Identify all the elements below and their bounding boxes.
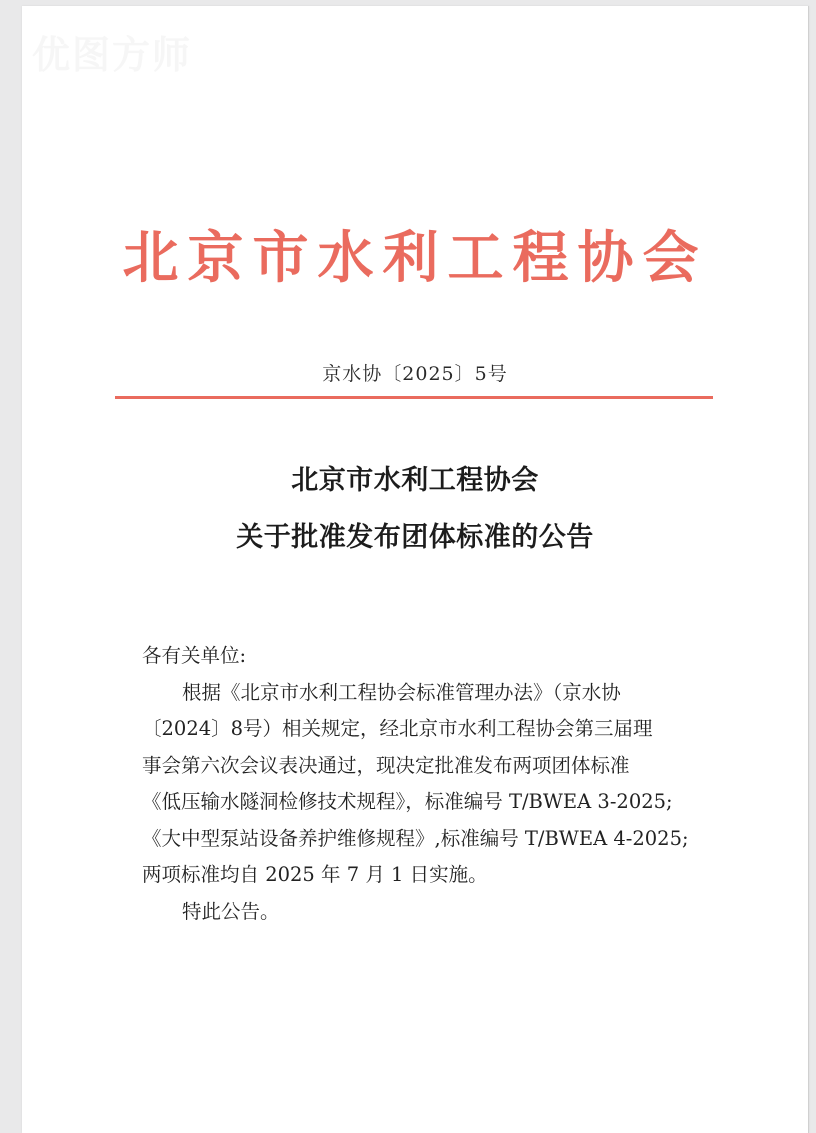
- paragraph-line: 根据《北京市水利工程协会标准管理办法》（京水协: [182, 680, 621, 704]
- paragraph-line: 两项标准均自 2025 年 7 月 1 日实施。: [142, 863, 488, 886]
- title-line-1: 北京市水利工程协会: [291, 465, 539, 496]
- closing-line: 特此公告。: [182, 899, 280, 923]
- paragraph-line: 《低压输水隧洞检修技术规程》，标准编号 T/BWEA 3-2025;: [142, 790, 673, 813]
- paragraph-line: 事会第六次会议表决通过，现决定批准发布两项团体标准: [142, 753, 630, 777]
- paragraph-line: 〔2024〕8号）相关规定，经北京市水利工程协会第三届理: [142, 717, 653, 740]
- org-header: 北京市水利工程协会: [122, 226, 708, 291]
- paragraph-line: 《大中型泵站设备养护维修规程》,标准编号 T/BWEA 4-2025;: [142, 826, 689, 850]
- announcement-body: [142, 638, 712, 930]
- title-line-2: 关于批准发布团体标准的公告: [236, 522, 594, 553]
- watermark: 优图方师: [32, 33, 193, 77]
- document-page: [22, 6, 809, 1133]
- doc-number: 京水协〔2025〕5号: [322, 363, 508, 385]
- red-divider: [115, 396, 713, 399]
- salutation: 各有关单位:: [142, 644, 247, 667]
